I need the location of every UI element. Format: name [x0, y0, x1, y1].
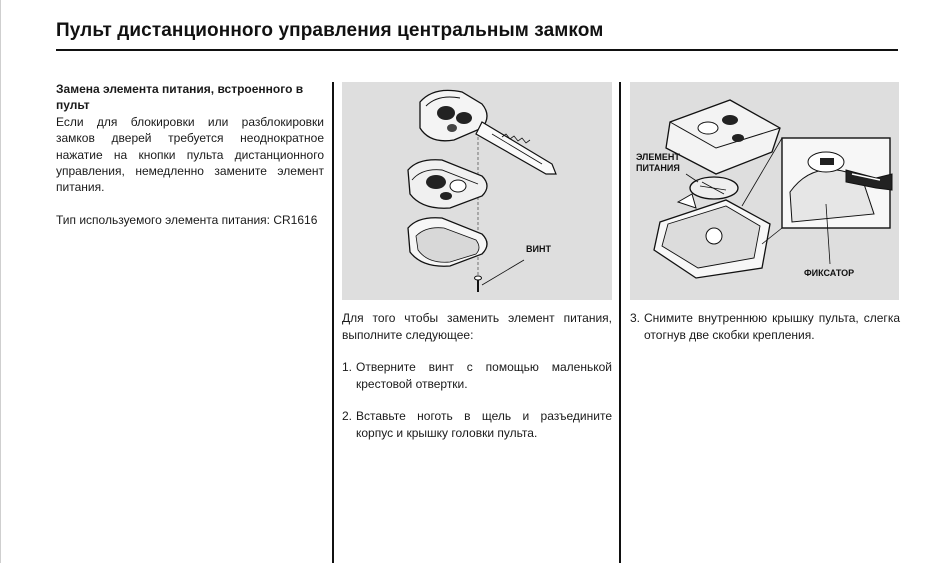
step-text: Снимите внутреннюю крышку пульта, слегка отогнув две скобки крепления.: [644, 311, 900, 342]
middle-column: [342, 310, 612, 442]
disassembly-illustration: [342, 82, 612, 300]
step-number: 3.: [630, 311, 641, 325]
callout-latch: ФИКСАТОР: [804, 268, 855, 278]
step-number: 2.: [342, 409, 353, 423]
step-text: Вставьте ноготь в щель и разъедините корпус и крышку головки пульта.: [356, 409, 612, 440]
back-cover-drawing: [408, 218, 487, 267]
section-body: Если для блокировки или разблокировки замков дверей требуется неоднократное нажатие на кнопки пульта дистанционного управления, немедленно замените элемент питания.: [56, 114, 324, 195]
callout-screw: ВИНТ: [526, 244, 551, 254]
page-edge: [0, 0, 1, 563]
battery-type-note: Тип используемого элемента питания: CR1616: [56, 212, 318, 227]
left-column: [56, 81, 324, 228]
transmitter-housing-drawing: [666, 100, 780, 174]
step-item: [630, 310, 900, 344]
page-title: Пульт дистанционного управления центральным замком: [56, 20, 604, 41]
column-divider-1: [332, 82, 334, 563]
inner-tray-drawing: [654, 194, 770, 278]
figure-battery-compartment: [630, 82, 899, 300]
step-item: [342, 359, 612, 393]
column-divider-2: [619, 82, 621, 563]
step-text: Отверните винт с помощью маленькой крестовой отвертки.: [356, 360, 612, 391]
battery-coin-drawing: [690, 177, 738, 199]
transmitter-unit-drawing: [408, 160, 487, 209]
callout-battery: ЭЛЕМЕНТ ПИТАНИЯ: [636, 152, 680, 173]
right-column: [630, 310, 900, 344]
step-number: 1.: [342, 360, 353, 374]
steps-intro: Для того чтобы заменить элемент питания, выполните следующее:: [342, 311, 612, 342]
step-item: [342, 408, 612, 442]
section-subheading: Замена элемента питания, встроенного в пульт: [56, 82, 304, 113]
title-rule: [56, 49, 898, 51]
screw-drawing: [475, 276, 482, 292]
figure-disassembly: [342, 82, 612, 300]
battery-illustration: [630, 82, 899, 300]
